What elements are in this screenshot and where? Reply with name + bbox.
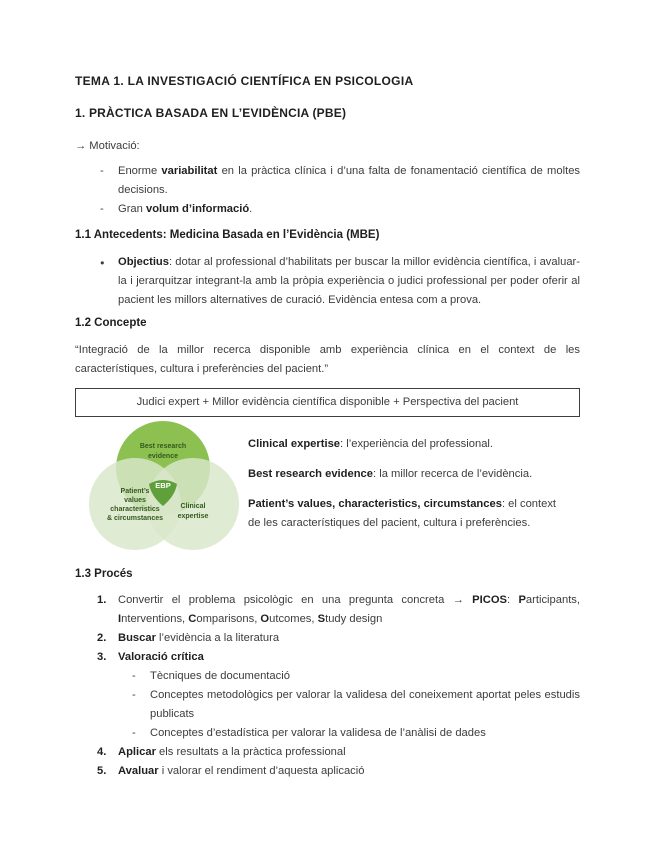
sub-item <box>132 724 580 743</box>
concept-box <box>75 388 580 417</box>
number-marker: 3. <box>97 651 107 663</box>
list-item-text: Gran volum d’informació. <box>118 203 253 215</box>
valoracio-sublist <box>118 667 580 743</box>
venn-legend <box>248 425 580 555</box>
number-marker: 2. <box>97 632 107 644</box>
sub-item-text: Conceptes d’estadística per valorar la validesa de l’anàlisi de dades <box>150 727 486 739</box>
venn-label-best-research: Best research evidence <box>139 443 187 460</box>
numbered-item <box>97 591 580 629</box>
doc-title: TEMA 1. LA INVESTIGACIÓ CIENTÍFICA EN PSICOLOGIA <box>75 74 414 88</box>
numbered-item-text: Buscar l’evidència a la literatura <box>118 632 280 644</box>
dash-marker: - <box>100 165 104 177</box>
venn-center-label: EBP <box>155 481 171 490</box>
section-heading-proces: 1.3 Procés <box>75 568 133 580</box>
legend-patients-values: Patient’s values, characteristics, circumstances: el context de les característiques del pacient, cultura i preferències. <box>248 498 557 529</box>
venn-label-patients-values: Patient’s values characteristics & circumstances <box>106 488 164 522</box>
sub-item <box>132 667 580 686</box>
sub-item-text: Tècniques de documentació <box>150 670 290 682</box>
numbered-item-text: Convertir el problema psicològic en una pregunta concreta → PICOS: Participants, Interventions, Comparisons, Outcomes, Study design <box>118 594 581 625</box>
number-marker: 4. <box>97 746 107 758</box>
legend-clinical-expertise: Clinical expertise: l’experiència del professional. <box>248 438 494 450</box>
sub-item-text: Conceptes metodològics per valorar la validesa del coneixement aportat peles estudis publicats <box>150 689 580 720</box>
numbered-item <box>97 743 580 762</box>
bullet-marker: ● <box>100 258 105 267</box>
concept-box-text: Judici expert + Millor evidència científica disponible + Perspectiva del pacient <box>136 396 519 408</box>
numbered-item-text: Aplicar els resultats a la pràctica professional <box>118 746 346 758</box>
section-heading-concepte: 1.2 Concepte <box>75 317 147 329</box>
list-item <box>100 162 580 200</box>
number-marker: 1. <box>97 594 107 606</box>
objectius-list <box>75 253 580 310</box>
numbered-item <box>97 629 580 648</box>
number-marker: 5. <box>97 765 107 777</box>
motivacio-list <box>75 162 580 219</box>
legend-best-research: Best research evidence: la millor recerca de l’evidència. <box>248 468 533 480</box>
dash-marker: - <box>132 727 136 739</box>
objectius-text: Objectius: dotar al professional d’habilitats per buscar la millor evidència científica, i avaluar-la i jerarquitzar integrant-la amb la pròpia experiència o judici professional per poder oferir al pacient les millors alternatives de curació. Evidència entesa com a prova. <box>118 256 580 306</box>
concept-quote: “Integració de la millor recerca disponible amb experiència clínica en el context de les característiques, cultura i preferències del pacient.” <box>75 344 580 375</box>
venn-label-clinical-expertise: Clinical expertise <box>177 503 209 520</box>
venn-figure-row <box>75 425 580 555</box>
numbered-item-text: Avaluar i valorar el rendiment d’aquesta aplicació <box>118 765 365 777</box>
numbered-item <box>97 762 580 781</box>
numbered-item-text: Valoració crítica <box>118 651 204 663</box>
dash-marker: - <box>100 203 104 215</box>
proces-list <box>75 591 580 781</box>
section-heading-antecedents: 1.1 Antecedents: Medicina Basada en l’Evidència (MBE) <box>75 229 380 241</box>
sub-item <box>132 686 580 724</box>
venn-diagram <box>75 425 248 555</box>
section-heading-pbe: 1. PRÀCTICA BASADA EN L’EVIDÈNCIA (PBE) <box>75 106 347 120</box>
list-item <box>100 253 580 310</box>
numbered-item <box>97 648 580 743</box>
list-item-text: Enorme variabilitat en la pràctica clínica i d’una falta de fonamentació científica de moltes decisions. <box>118 165 581 196</box>
dash-marker: - <box>132 689 136 701</box>
dash-marker: - <box>132 670 136 682</box>
list-item <box>100 200 580 219</box>
motivacio-label: → Motivació: <box>75 140 140 152</box>
